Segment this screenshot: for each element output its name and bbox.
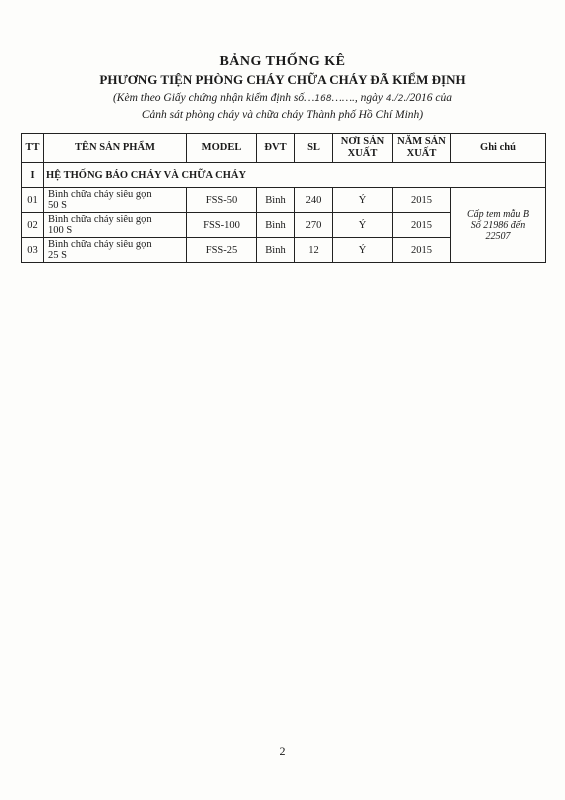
statistics-table <box>21 133 546 263</box>
row-quantity: 12 <box>295 238 333 263</box>
row-year: 2015 <box>393 238 451 263</box>
page-number: 2 <box>279 744 286 758</box>
row-tt: 01 <box>22 188 44 213</box>
row-tt: 02 <box>22 213 44 238</box>
row-note <box>451 188 546 263</box>
header-quantity: SL <box>295 134 333 163</box>
row-product-name <box>44 213 187 238</box>
header-year: NĂM SẢN XUẤT <box>393 134 451 163</box>
note-line3: 22507 <box>485 230 511 242</box>
row-origin: Ý <box>333 213 393 238</box>
note-line1: Cấp tem mẫu B <box>467 208 529 220</box>
row-product-name-line2: 25 S <box>48 250 67 261</box>
table-header-row <box>22 134 546 163</box>
row-model: FSS-50 <box>187 188 257 213</box>
row-year: 2015 <box>393 188 451 213</box>
group-index: I <box>22 163 44 188</box>
certificate-dots-date: ……., ngày <box>331 92 384 104</box>
issuing-authority-line: Cảnh sát phòng cháy và chữa cháy Thành phố Hồ Chí Minh) <box>141 109 424 121</box>
date-slash: ./ <box>391 92 398 104</box>
row-origin: Ý <box>333 238 393 263</box>
row-product-name-line2: 50 S <box>48 200 67 211</box>
row-product-name-line1: Bình chữa cháy siêu gọn <box>48 214 152 225</box>
row-tt: 03 <box>22 238 44 263</box>
row-origin: Ý <box>333 188 393 213</box>
row-product-name <box>44 238 187 263</box>
row-product-name <box>44 188 187 213</box>
header-model: MODEL <box>187 134 257 163</box>
certificate-number-handwritten: 168 <box>314 94 332 104</box>
row-model: FSS-100 <box>187 213 257 238</box>
header-note: Ghi chú <box>451 134 546 163</box>
note-line2: Số 21986 đến <box>470 219 526 231</box>
row-product-name-line2: 100 S <box>48 225 73 236</box>
certificate-day-handwritten: 4 <box>385 94 392 104</box>
row-quantity: 240 <box>295 188 333 213</box>
row-unit: Bình <box>257 188 295 213</box>
group-row <box>22 163 546 188</box>
document-subtitle: PHƯƠNG TIỆN PHÒNG CHÁY CHỮA CHÁY ĐÃ KIỂM ĐỊNH <box>99 72 466 87</box>
header-tt: TT <box>22 134 44 163</box>
group-label: HỆ THỐNG BÁO CHÁY VÀ CHỮA CHÁY <box>44 163 546 188</box>
table-row <box>22 188 546 213</box>
row-model: FSS-25 <box>187 238 257 263</box>
header-origin: NƠI SẢN XUẤT <box>333 134 393 163</box>
certificate-year-suffix: ./2016 của <box>403 92 453 104</box>
row-product-name-line1: Bình chữa cháy siêu gọn <box>48 239 152 250</box>
row-unit: Bình <box>257 238 295 263</box>
row-year: 2015 <box>393 213 451 238</box>
certificate-month-handwritten: 2 <box>397 94 404 104</box>
header-unit: ĐVT <box>257 134 295 163</box>
row-product-name-line1: Bình chữa cháy siêu gọn <box>48 189 152 200</box>
certificate-prefix: (Kèm theo Giấy chứng nhận kiểm định số <box>112 92 305 104</box>
certificate-dots: … <box>304 92 315 104</box>
header-product-name: TÊN SẢN PHẨM <box>44 134 187 163</box>
row-unit: Bình <box>257 213 295 238</box>
row-quantity: 270 <box>295 213 333 238</box>
document-title: BẢNG THỐNG KÊ <box>219 54 346 69</box>
certificate-reference-line <box>0 92 565 104</box>
